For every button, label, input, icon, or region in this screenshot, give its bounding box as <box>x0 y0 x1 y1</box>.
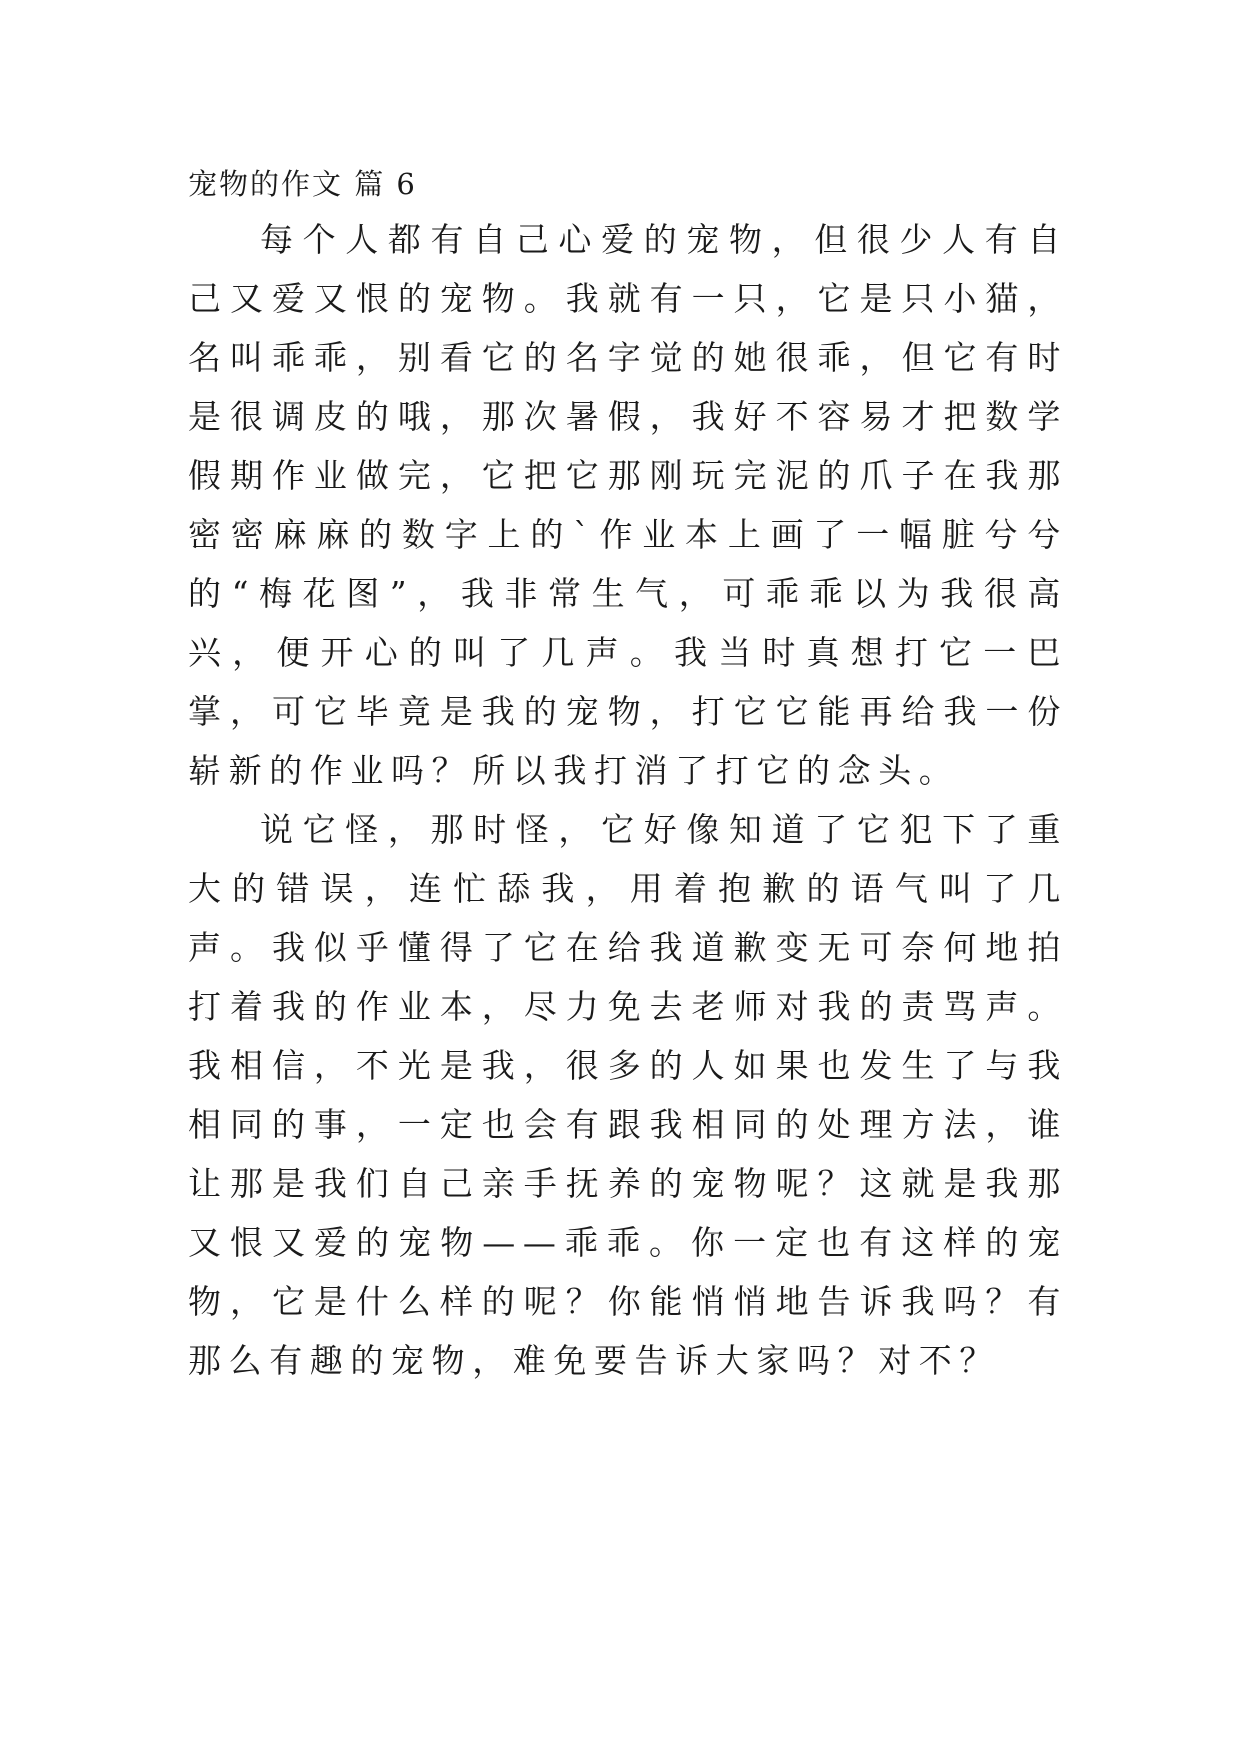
paragraph-2: 说它怪，那时怪，它好像知道了它犯下了重大的错误，连忙舔我，用着抱歉的语气叫了几声。我似乎懂得了它在给我道歉变无可奈何地拍打着我的作业本，尽力免去老师对我的责骂声。我相信，不光是我，很多的人如果也发生了与我相同的事，一定也会有跟我相同的处理方法，谁让那是我们自己亲手抚养的宠物呢？这就是我那又恨又爱的宠物——乖乖。你一定也有这样的宠物，它是什么样的呢？你能悄悄地告诉我吗？有那么有趣的宠物，难免要告诉大家吗？对不？ <box>188 810 1068 1380</box>
paragraph-1: 每个人都有自己心爱的宠物，但很少人有自己又爱又恨的宠物。我就有一只，它是只小猫，名叫乖乖，别看它的名字觉的她很乖，但它有时是很调皮的哦，那次暑假，我好不容易才把数学假期作业做完，它把它那刚玩完泥的爪子在我那密密麻麻的数字上的`作业本上画了一幅脏兮兮的“梅花图”，我非常生气，可乖乖以为我很高兴，便开心的叫了几声。我当时真想打它一巴掌，可它毕竟是我的宠物，打它它能再给我一份崭新的作业吗？所以我打消了打它的念头。 <box>188 220 1068 790</box>
document-title: 宠物的作文 篇 6 <box>188 167 417 201</box>
document-body <box>188 162 1068 1390</box>
